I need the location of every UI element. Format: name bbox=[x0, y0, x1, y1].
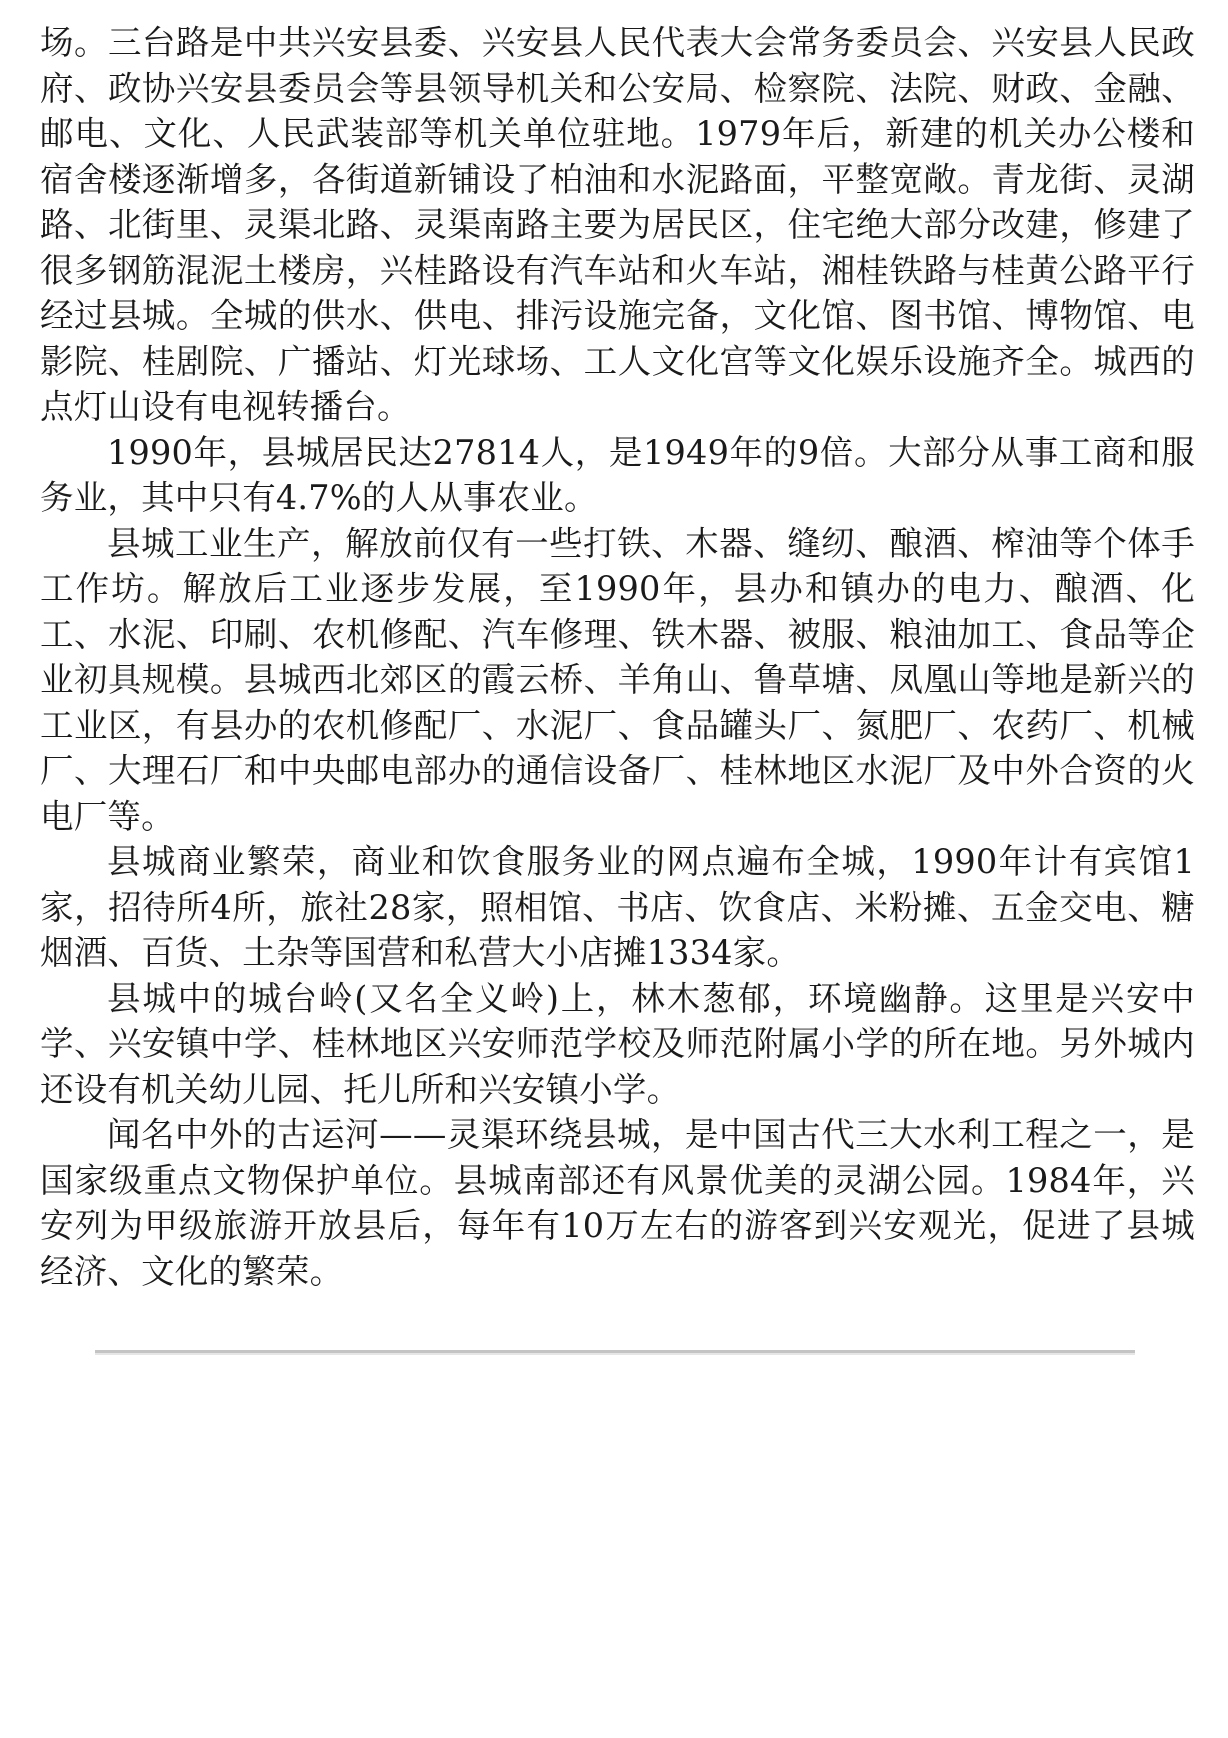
paragraph-education: 县城中的城台岭(又名全义岭)上，林木葱郁，环境幽静。这里是兴安中学、兴安镇中学、桂林地区兴安师范学校及师范附属小学的所在地。另外城内还设有机关幼儿园、托儿所和兴安镇小学。 bbox=[40, 978, 1195, 1109]
paragraph-continuation: 场。三台路是中共兴安县委、兴安县人民代表大会常务委员会、兴安县人民政府、政协兴安县委员会等县领导机关和公安局、检察院、法院、财政、金融、邮电、文化、人民武装部等机关单位驻地。1979年后，新建的机关办公楼和宿舍楼逐渐增多，各街道新铺设了柏油和水泥路面，平整宽敞。青龙街、灵湖路、北街里、灵渠北路、灵渠南路主要为居民区，住宅绝大部分改建，修建了很多钢筋混泥土楼房，兴桂路设有汽车站和火车站，湘桂铁路与桂黄公路平行经过县城。全城的供水、供电、排污设施完备，文化馆、图书馆、博物馆、电影院、桂剧院、广播站、灯光球场、工人文化宫等文化娱乐设施齐全。城西的点灯山设有电视转播台。 bbox=[40, 23, 1195, 426]
section-divider bbox=[95, 1350, 1135, 1355]
paragraph-industry: 县城工业生产，解放前仅有一些打铁、木器、缝纫、酿酒、榨油等个体手工作坊。解放后工业逐步发展，至1990年，县办和镇办的电力、酿酒、化工、水泥、印刷、农机修配、汽车修理、铁木器、被服、粮油加工、食品等企业初具规模。县城西北郊区的霞云桥、羊角山、鲁草塘、凤凰山等地是新兴的工业区，有县办的农机修配厂、水泥厂、食品罐头厂、氮肥厂、农药厂、机械厂、大理石厂和中央邮电部办的通信设备厂、桂林地区水泥厂及中外合资的火电厂等。 bbox=[40, 523, 1195, 836]
document-body bbox=[40, 20, 1195, 1294]
paragraph-tourism: 闻名中外的古运河——灵渠环绕县城，是中国古代三大水利工程之一，是国家级重点文物保护单位。县城南部还有风景优美的灵湖公园。1984年，兴安列为甲级旅游开放县后，每年有10万左右的游客到兴安观光，促进了县城经济、文化的繁荣。 bbox=[40, 1115, 1195, 1291]
paragraph-population: 1990年，县城居民达27814人，是1949年的9倍。大部分从事工商和服务业，其中只有4.7%的人从事农业。 bbox=[40, 432, 1195, 517]
paragraph-commerce: 县城商业繁荣，商业和饮食服务业的网点遍布全城，1990年计有宾馆1家，招待所4所，旅社28家，照相馆、书店、饮食店、米粉摊、五金交电、糖烟酒、百货、土杂等国营和私营大小店摊1334家。 bbox=[40, 842, 1195, 972]
